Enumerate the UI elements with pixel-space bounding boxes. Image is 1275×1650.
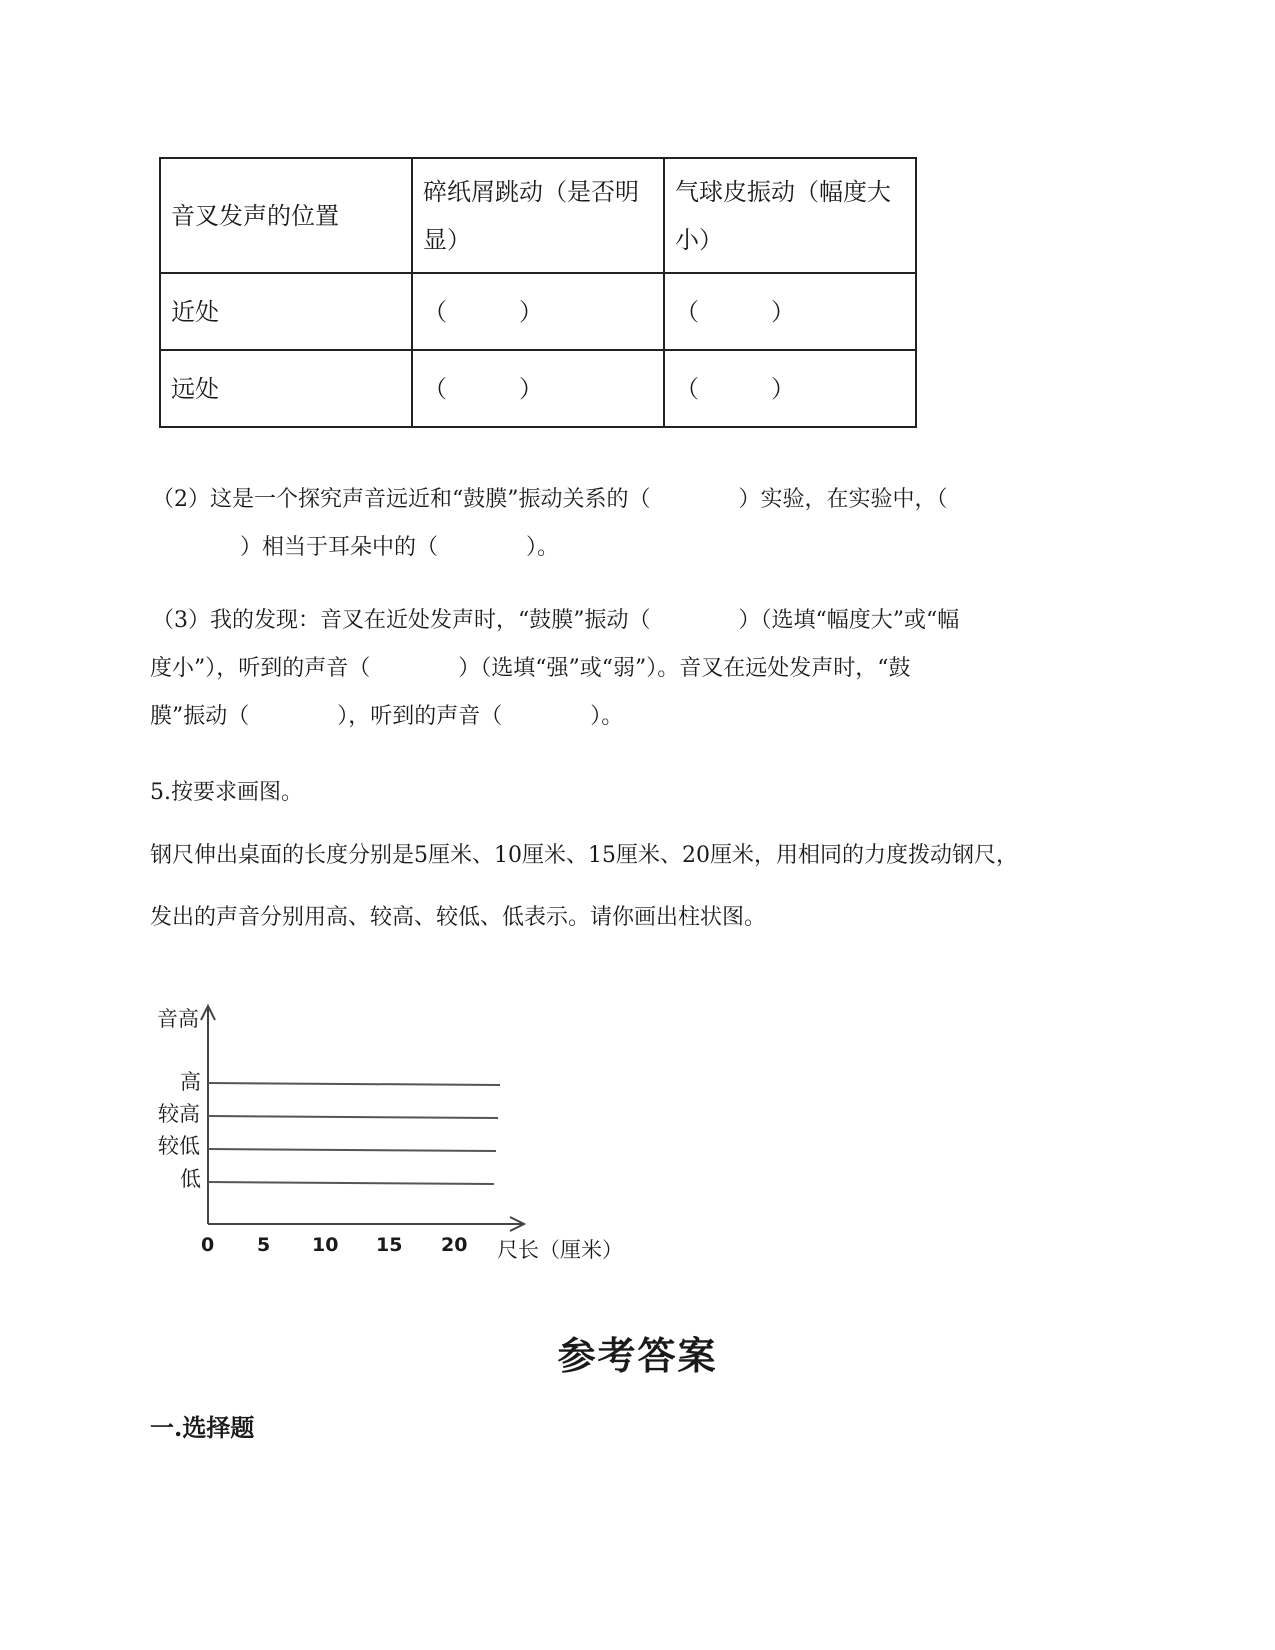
q2-line-2: ）相当于耳朵中的（ ）。: [152, 535, 560, 560]
table-cell-blank[interactable]: （ ）: [664, 273, 916, 350]
q3-line-2: 度小”），听到的声音（ ）（选填“强”或“弱”）。音叉在远处发声时，“鼓: [150, 656, 911, 681]
x-tick-label: 20: [441, 1234, 468, 1256]
x-tick-label: 0: [201, 1234, 215, 1256]
level-guide-line: [208, 1083, 500, 1085]
q5-line-2: 发出的声音分别用高、较高、较低、低表示。请你画出柱状图。: [150, 905, 767, 930]
table-cell: 近处: [160, 273, 412, 350]
table-cell-blank[interactable]: （ ）: [664, 350, 916, 427]
table-header-cell: 碎纸屑跳动（是否明显）: [412, 158, 664, 273]
level-guide-line: [208, 1182, 494, 1184]
x-tick-label: 5: [257, 1234, 271, 1256]
q3-line-3: 膜”振动（ ），听到的声音（ ）。: [150, 704, 624, 729]
table-cell-blank[interactable]: （ ）: [412, 273, 664, 350]
table-cell: 远处: [160, 350, 412, 427]
answer-title: 参考答案: [557, 1333, 718, 1378]
q5-title: 5.按要求画图。: [150, 780, 303, 805]
x-tick-label: 15: [376, 1234, 403, 1256]
level-guide-line: [208, 1116, 498, 1118]
x-axis-label: 尺长（厘米）: [497, 1238, 623, 1262]
y-level-label: 低: [180, 1167, 201, 1191]
x-tick-label: 10: [312, 1234, 339, 1256]
q5-line-1: 钢尺伸出桌面的长度分别是5厘米、10厘米、15厘米、20厘米，用相同的力度拨动钢尺，: [150, 843, 1018, 868]
y-level-label: 较高: [158, 1102, 200, 1126]
q2-line-1: （2）这是一个探究声音远近和“鼓膜”振动关系的（ ）实验，在实验中，（: [152, 487, 948, 512]
y-axis-label: 音高: [157, 1007, 199, 1031]
q3-line-1: （3）我的发现：音叉在近处发声时，“鼓膜”振动（ ）（选填“幅度大”或“幅: [152, 608, 960, 633]
section-title: 一.选择题: [150, 1413, 255, 1442]
y-level-label: 高: [180, 1070, 201, 1094]
table-header-cell: 音叉发声的位置: [160, 158, 412, 273]
table-header-cell: 气球皮振动（幅度大小）: [664, 158, 916, 273]
table-cell-blank[interactable]: （ ）: [412, 350, 664, 427]
level-guide-line: [208, 1149, 496, 1151]
y-level-label: 较低: [158, 1134, 200, 1158]
